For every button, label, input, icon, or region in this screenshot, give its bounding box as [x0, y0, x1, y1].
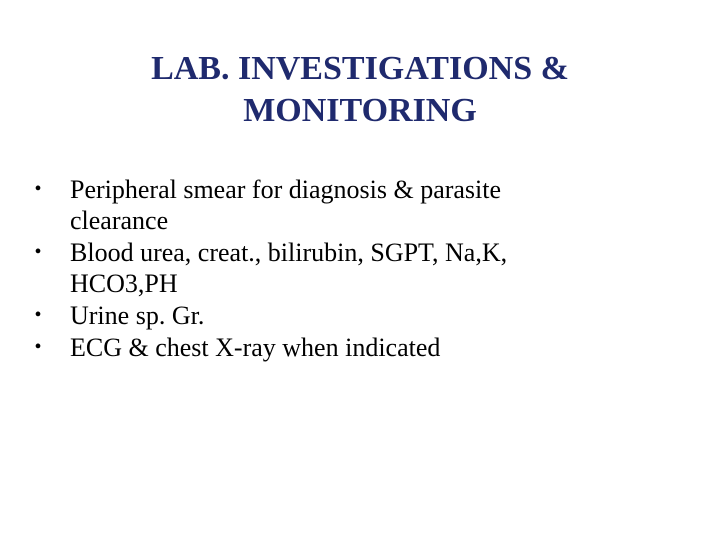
bullet-list — [28, 174, 678, 364]
bullet-item-urine — [28, 300, 678, 331]
bullet-text-line: Peripheral smear for diagnosis & parasite — [70, 175, 502, 204]
bullet-dot-icon: • — [34, 304, 42, 326]
bullet-dot-icon: • — [34, 241, 42, 263]
slide-title-line-2: MONITORING — [243, 92, 477, 129]
bullet-item-blood-tests — [28, 237, 678, 299]
bullet-text-line: HCO3,PH — [70, 269, 178, 298]
bullet-text-line: ECG & chest X-ray when indicated — [70, 333, 441, 362]
bullet-item-ecg-xray — [28, 332, 678, 363]
bullet-text-line: clearance — [70, 206, 169, 235]
bullet-text-line: Blood urea, creat., bilirubin, SGPT, Na,K, — [70, 238, 508, 267]
slide-title-line-1: LAB. INVESTIGATIONS & — [151, 50, 569, 87]
slide-title — [60, 48, 660, 132]
bullet-text-line: Urine sp. Gr. — [70, 301, 205, 330]
bullet-dot-icon: • — [34, 178, 42, 200]
bullet-item-peripheral-smear — [28, 174, 678, 236]
bullet-dot-icon: • — [34, 336, 42, 358]
